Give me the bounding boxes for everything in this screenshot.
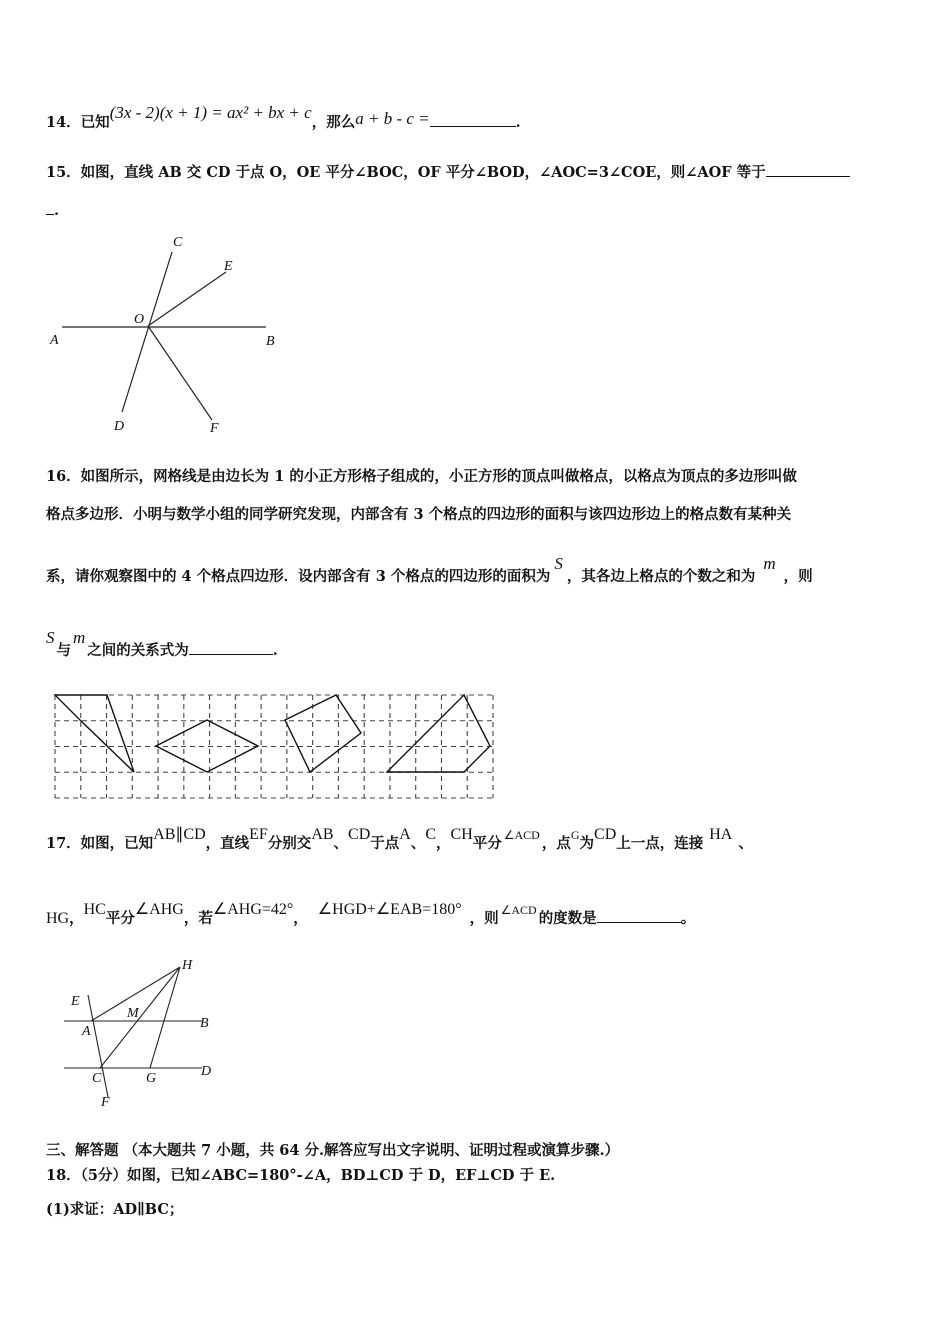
q14-formula: (3x - 2)(x + 1) = ax² + bx + c [109, 103, 312, 122]
question-15 [46, 162, 850, 183]
q15-answer-blank-cont [46, 200, 54, 215]
q17-answer-blank [597, 908, 681, 923]
q17-point-c: C [425, 826, 437, 843]
q17-text-l: 、 [738, 835, 753, 852]
q17-ch: CH [450, 826, 473, 843]
q16-line4b: 之间的关系式为 [87, 642, 189, 659]
question-16-line2 [46, 505, 791, 525]
question-14 [46, 103, 521, 133]
q17-hg: HG [46, 910, 70, 927]
q16-var-s: S [554, 554, 563, 573]
q14-answer-blank [430, 112, 516, 127]
q17-text2-d: ， [293, 910, 308, 927]
q17-ab: AB [311, 826, 334, 843]
quad-4 [387, 695, 490, 772]
q17-text-d: 、 [333, 835, 349, 852]
q17-figure [56, 955, 226, 1110]
question-18-part1 [46, 1200, 183, 1220]
quad-3 [285, 695, 361, 772]
line-cd [122, 252, 172, 412]
q16-var-m: m [763, 554, 776, 573]
question-17 [46, 826, 753, 854]
q17-text-c: 分别交 [267, 835, 312, 852]
q17-text-b: ，直线 [205, 835, 250, 852]
q17-text-g: ， [436, 835, 451, 852]
q17-text-a: 17．如图，已知 [46, 835, 154, 852]
q17-angle-ahg-42: ∠AHG=42° [212, 901, 294, 918]
q17-text-e: 于点 [370, 835, 400, 852]
q17-ef: EF [249, 826, 268, 843]
question-15-line2 [46, 200, 59, 221]
label-o: O [134, 312, 145, 327]
q16-line1: 16．如图所示，网格线是由边长为 1 的小正方形格子组成的，小正方形的顶点叫做格点，以格点为顶点的多边形叫做 [46, 468, 797, 485]
ray-oe [148, 272, 226, 326]
section-3-heading [46, 1141, 619, 1161]
q16-with: 与 [56, 642, 71, 659]
q17-angle-acd: ∠ACD [503, 828, 540, 842]
section-3-text: 三、解答题 （本大题共 7 小题，共 64 分.解答应写出文字说明、证明过程或演算步骤.） [46, 1142, 620, 1159]
q16-line3a: 系，请你观察图中的 4 个格点四边形．设内部含有 3 个格点的四边形的面积为 [46, 568, 551, 585]
q17-hc: HC [83, 901, 106, 918]
q17-text-i: ，点 [541, 835, 571, 852]
q17-angle-acd2: ∠ACD [500, 903, 537, 917]
label-c: C [173, 235, 183, 250]
segment-hc [100, 967, 180, 1068]
label-e: E [71, 994, 80, 1009]
question-16-line4 [46, 628, 278, 661]
label-d: D [114, 419, 125, 434]
q17-text-j: 为 [579, 835, 595, 852]
q17-end: 。 [680, 910, 696, 927]
label-f: F [101, 1095, 110, 1110]
q17-angle-ahg: ∠AHG [134, 901, 184, 918]
q17-text2-f: 的度数是 [538, 910, 597, 927]
question-16-line3 [46, 554, 813, 587]
q14-end: . [515, 114, 521, 131]
q16-line3c: ，则 [783, 568, 813, 585]
q17-cd2: CD [594, 826, 617, 843]
q17-text2-c: ，若 [183, 910, 213, 927]
q15-end: . [54, 202, 60, 219]
quad-1 [55, 695, 134, 772]
q17-ha: HA [709, 826, 733, 843]
q17-text-f: 、 [410, 835, 426, 852]
q14-text-known: 已知 [80, 114, 110, 131]
question-17-line2 [46, 901, 696, 929]
label-a: A [82, 1024, 91, 1039]
ray-of [148, 326, 212, 420]
label-c: C [92, 1071, 102, 1086]
label-d: D [201, 1064, 212, 1079]
q18-text: 18．（5分）如图，已知∠ABC=180°-∠A，BD⊥CD 于 D，EF⊥CD 于 E. [46, 1167, 556, 1184]
q17-angle-sum: ∠HGD+∠EAB=180° [317, 901, 462, 918]
q16-grid-figure [52, 692, 494, 802]
q17-point-a: A [399, 826, 411, 843]
q15-figure [40, 230, 290, 435]
q17-cd: CD [348, 826, 371, 843]
q14-number: 14． [46, 114, 81, 131]
quad-2 [156, 720, 258, 772]
question-16 [46, 467, 797, 487]
q17-ab-parallel-cd: AB∥CD [153, 826, 206, 843]
label-f: F [210, 421, 219, 436]
q15-answer-blank [766, 162, 850, 177]
q16-var-m2: m [73, 628, 86, 647]
q18-part1-text: (1)求证：AD∥BC； [46, 1201, 184, 1218]
label-m: M [127, 1006, 139, 1021]
label-e: E [224, 259, 233, 274]
q15-text: 15．如图，直线 AB 交 CD 于点 O，OE 平分∠BOC，OF 平分∠BOD，∠AOC=3∠COE，则∠AOF 等于 [46, 164, 766, 181]
q17-text2-a: ， [69, 910, 84, 927]
label-b: B [200, 1016, 209, 1031]
label-g: G [146, 1071, 157, 1086]
label-b: B [266, 334, 275, 349]
q17-text2-e: ，则 [469, 910, 499, 927]
q16-end: . [272, 642, 278, 659]
q16-var-s2: S [46, 628, 55, 647]
question-18 [46, 1166, 555, 1186]
q17-text-h: 平分 [472, 835, 502, 852]
q16-answer-blank [189, 640, 273, 655]
q17-text-k: 上一点，连接 [616, 835, 704, 852]
q17-text2-b: 平分 [105, 910, 135, 927]
label-h: H [182, 958, 193, 973]
label-a: A [50, 333, 59, 348]
q14-text-then: ，那么 [311, 114, 356, 131]
q17-point-g: G [570, 828, 580, 842]
q16-line3b: ，其各边上格点的个数之和为 [566, 568, 756, 585]
q16-line2: 格点多边形．小明与数学小组的同学研究发现，内部含有 3 个格点的四边形的面积与该四边形边上的格点数有某种关 [46, 506, 792, 523]
q14-formula2: a + b - c = [355, 109, 430, 128]
